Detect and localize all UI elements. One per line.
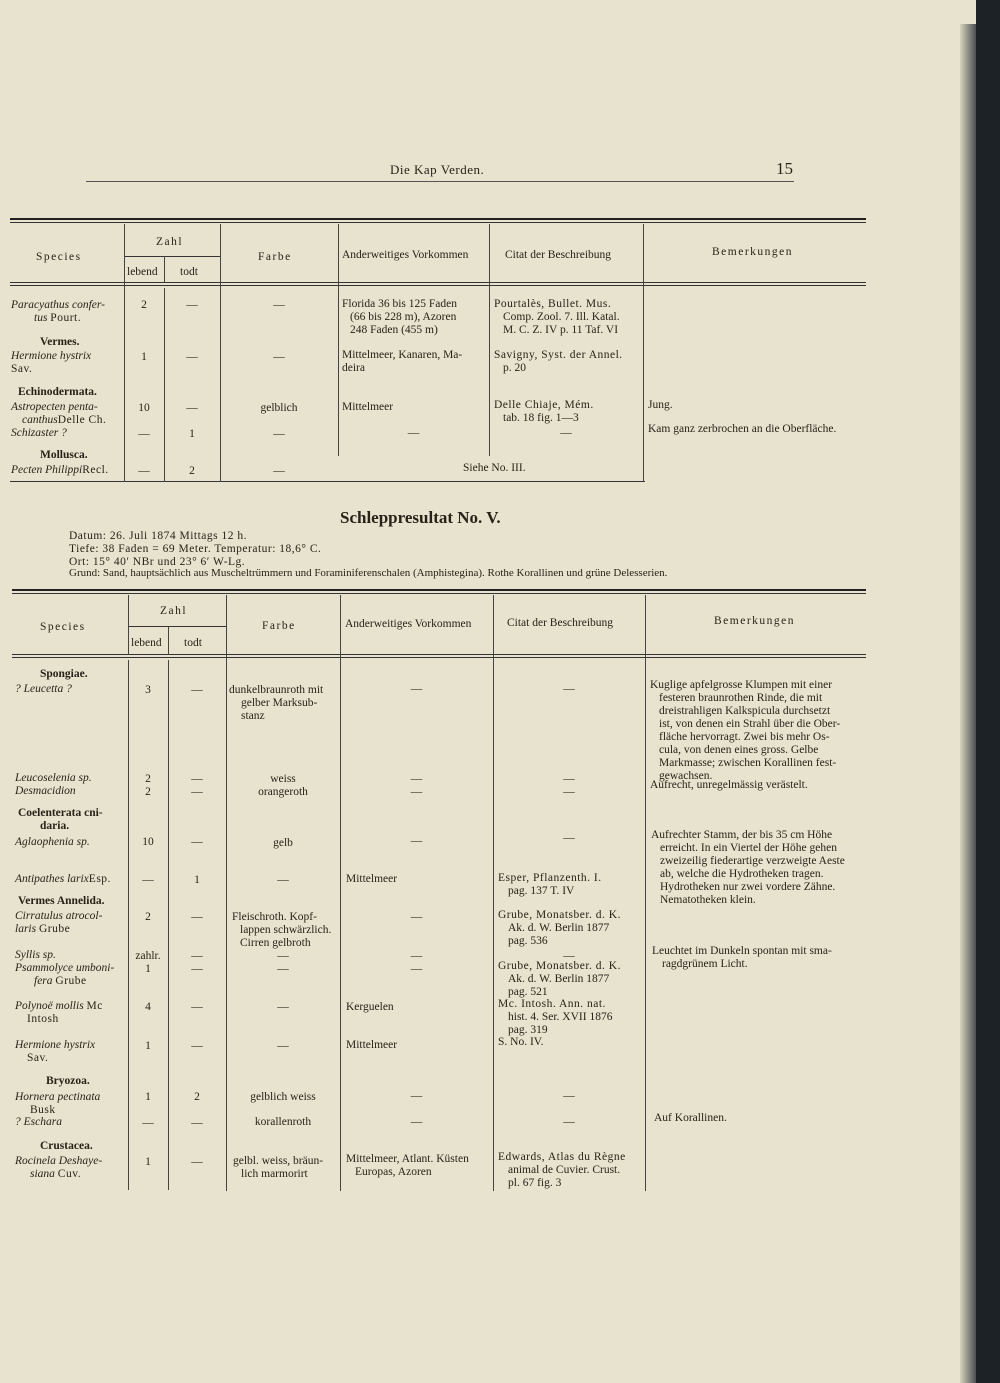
farbe-value: gelblich <box>260 402 298 414</box>
group-heading: Echinodermata. <box>18 386 97 398</box>
lebend-count: zahlr. <box>135 950 161 962</box>
citat-line: Grube, Monatsber. d. K. <box>498 960 621 972</box>
citat-line: tab. 18 fig. 1—3 <box>503 412 579 424</box>
species-name: siana Cuv. <box>30 1168 82 1180</box>
vorkommen-value: — <box>410 963 423 975</box>
species-name: Polynoë mollis Mc <box>15 1000 103 1012</box>
col-citat: Citat der Beschreibung <box>507 617 614 629</box>
t2-col-line <box>128 595 129 655</box>
lebend-count: — <box>138 465 150 477</box>
vorkommen-value: — <box>410 950 423 962</box>
farbe-value: — <box>273 465 285 477</box>
vorkommen-value: — <box>407 427 420 439</box>
t2-col-line <box>168 627 169 655</box>
lebend-count: — <box>142 874 154 886</box>
species-name: laris Grube <box>15 923 71 935</box>
todt-count: 1 <box>189 428 195 440</box>
vorkommen-value: — <box>410 911 423 923</box>
table2-header-bottom-2 <box>12 657 866 658</box>
citat-line: Grube, Monatsber. d. K. <box>498 909 621 921</box>
bemerkung: Jung. <box>648 399 673 411</box>
book-spine <box>976 0 1000 1383</box>
species-author: Busk <box>30 1104 56 1116</box>
citat-line: Savigny, Syst. der Annel. <box>494 349 623 361</box>
lebend-count: 1 <box>145 963 151 975</box>
group-heading: Crustacea. <box>40 1140 93 1152</box>
citat-line: Pourtalès, Bullet. Mus. <box>494 298 612 310</box>
species-name: Aglaophenia sp. <box>15 836 90 848</box>
col-zahl: Zahl <box>156 236 184 248</box>
species-name: Astropecten penta- <box>11 401 98 413</box>
species-name: Schizaster ? <box>11 427 67 439</box>
species-author: Sav. <box>11 363 33 375</box>
col-citat: Citat der Beschreibung <box>505 249 612 261</box>
table1-bottom-rule <box>10 481 645 482</box>
vorkommen-value: — <box>410 773 423 785</box>
col-bemerkungen: Bemerkungen <box>714 615 796 627</box>
citat-line: Edwards, Atlas du Règne <box>498 1151 626 1163</box>
t1-col-line <box>164 288 165 482</box>
species-name: Syllis sp. <box>15 949 56 961</box>
page-edge-shadow <box>960 24 976 1383</box>
citat-line: pag. 536 <box>508 935 548 947</box>
lebend-count: 4 <box>145 1001 151 1013</box>
species-name: ? Eschara <box>15 1116 62 1128</box>
farbe-line: gelbl. weiss, bräun- <box>233 1155 324 1167</box>
lebend-count: 10 <box>138 402 150 414</box>
citat-line: pag. 319 <box>508 1024 548 1036</box>
col-zahl: Zahl <box>160 605 188 617</box>
farbe-line: stanz <box>241 710 265 722</box>
farbe-value: — <box>277 1001 289 1013</box>
lebend-count: 2 <box>145 786 151 798</box>
table2-header-bottom <box>12 654 866 655</box>
todt-count: — <box>186 299 198 311</box>
citat-line: pag. 521 <box>508 986 548 998</box>
citat-line: Ak. d. W. Berlin 1877 <box>508 973 610 985</box>
bemerkung-line: Markmasse; zwischen Korallinen fest- <box>659 757 837 769</box>
citat-line: Mc. Intosh. Ann. nat. <box>498 998 606 1010</box>
todt-count: — <box>191 786 203 798</box>
bemerkung-line: gewachsen. <box>659 770 713 782</box>
citat-value: S. No. IV. <box>498 1036 544 1048</box>
group-heading: Spongiae. <box>40 668 88 680</box>
citat-value: — <box>563 773 575 785</box>
col-bemerkungen: Bemerkungen <box>712 246 794 258</box>
todt-count: — <box>191 1117 203 1129</box>
species-name: Cirratulus atrocol- <box>15 910 103 922</box>
t1-col-line <box>338 224 339 456</box>
species-author: Intosh <box>27 1013 59 1025</box>
t1-col-line <box>164 256 165 282</box>
lebend-count: — <box>142 1117 154 1129</box>
t1-col-line <box>643 224 644 482</box>
species-name: Desmacidion <box>15 785 76 797</box>
ort-line: Ort: 15° 40′ NBr und 23° 6′ W-Lg. <box>69 556 246 568</box>
group-heading: Vermes Annelida. <box>18 895 105 907</box>
vorkommen-value: — <box>410 1090 423 1102</box>
cross-reference: Siehe No. III. <box>463 462 526 474</box>
todt-count: 2 <box>194 1091 200 1103</box>
todt-count: — <box>191 1001 203 1013</box>
page-number: 15 <box>776 159 793 178</box>
citat-line: pl. 67 fig. 3 <box>508 1177 562 1189</box>
bemerkung-line: erreicht. In ein Viertel der Höhe gehen <box>660 842 837 854</box>
todt-count: — <box>186 351 198 363</box>
col-lebend: lebend <box>131 637 162 649</box>
species-name: Leucoselenia sp. <box>15 772 92 784</box>
group-heading: daria. <box>40 820 70 832</box>
todt-count: — <box>191 1040 203 1052</box>
table1-zahl-divider <box>124 256 220 257</box>
tiefe-line: Tiefe: 38 Faden = 69 Meter. Temperatur: 18,6° C. <box>69 543 322 555</box>
todt-count: — <box>186 402 198 414</box>
bemerkung-line: Leuchtet im Dunkeln spontan mit sma- <box>652 945 832 957</box>
t2-col-line <box>128 660 129 1190</box>
table1-top-rule-2 <box>10 222 866 223</box>
vorkommen-line: 248 Faden (455 m) <box>350 324 438 336</box>
farbe-line: Fleischroth. Kopf- <box>232 911 317 923</box>
todt-count: 2 <box>189 465 195 477</box>
farbe-line: dunkelbraunroth mit <box>229 684 324 696</box>
farbe-value: — <box>277 1040 289 1052</box>
bemerkung: Aufrecht, unregelmässig verästelt. <box>650 779 808 791</box>
col-species: Species <box>40 621 86 633</box>
citat-line: Esper, Pflanzenth. I. <box>498 872 602 884</box>
bemerkung-line: ab, welche die Hydrotheken tragen. <box>660 868 824 880</box>
bemerkung-line: zweizeilig fiederartige verzweigte Aeste <box>660 855 845 867</box>
section-title: Schleppresultat No. V. <box>340 508 501 527</box>
vorkommen-value: — <box>410 1116 423 1128</box>
bemerkung-line: fläche hervorragt. Zwei bis mehr Os- <box>659 731 830 743</box>
lebend-count: 10 <box>142 836 154 848</box>
vorkommen-line: Mittelmeer, Kanaren, Ma- <box>342 349 463 361</box>
lebend-count: 2 <box>145 911 151 923</box>
col-farbe: Farbe <box>262 620 296 632</box>
datum-line: Datum: 26. Juli 1874 Mittags 12 h. <box>69 530 247 542</box>
todt-count: — <box>191 773 203 785</box>
citat-line: Comp. Zool. 7. Ill. Katal. <box>503 311 620 323</box>
farbe-value: gelb <box>273 837 293 849</box>
farbe-value: weiss <box>270 773 296 785</box>
species-name: Paracyathus confer- <box>11 299 105 311</box>
farbe-value: korallenroth <box>254 1116 312 1128</box>
todt-count: — <box>191 911 203 923</box>
citat-value: — <box>563 1116 575 1128</box>
citat-value: — <box>563 950 575 962</box>
todt-count: — <box>191 963 203 975</box>
farbe-line: gelber Marksub- <box>241 697 318 709</box>
farbe-value: — <box>273 299 285 311</box>
group-heading: Mollusca. <box>40 449 88 461</box>
vorkommen-line: Mittelmeer, Atlant. Küsten <box>346 1153 469 1165</box>
bemerkung-line: Kuglige apfelgrosse Klumpen mit einer <box>650 679 833 691</box>
species-name: tus Pourt. <box>34 312 82 324</box>
table1-header-bottom <box>10 282 866 283</box>
citat-line: Delle Chiaje, Mém. <box>494 399 594 411</box>
vorkommen-value: Mittelmeer <box>346 873 398 885</box>
citat-line: Ak. d. W. Berlin 1877 <box>508 922 610 934</box>
citat-value: — <box>563 786 575 798</box>
todt-count: — <box>191 950 203 962</box>
vorkommen-value: Kerguelen <box>346 1001 394 1013</box>
species-name: Hermione hystrix <box>11 350 92 362</box>
farbe-value: — <box>273 428 285 440</box>
farbe-value: gelblich weiss <box>250 1091 316 1103</box>
col-vorkommen: Anderweitiges Vorkommen <box>345 618 472 630</box>
todt-count: — <box>191 1156 203 1168</box>
species-name: Antipathes larixEsp. <box>15 873 111 885</box>
col-farbe: Farbe <box>258 251 292 263</box>
species-name: Hornera pectinata <box>15 1091 101 1103</box>
table1-top-rule <box>10 218 866 220</box>
col-species: Species <box>36 251 82 263</box>
citat-value: — <box>560 427 572 439</box>
t1-col-line <box>489 224 490 456</box>
lebend-count: 1 <box>145 1040 151 1052</box>
species-name: fera Grube <box>34 975 87 987</box>
col-vorkommen: Anderweitiges Vorkommen <box>342 249 469 261</box>
group-heading: Bryozoa. <box>46 1075 90 1087</box>
species-name: Rocinela Deshaye- <box>15 1155 103 1167</box>
vorkommen-line: Europas, Azoren <box>355 1166 432 1178</box>
vorkommen-value: — <box>410 786 423 798</box>
table2-top-rule <box>12 589 866 591</box>
citat-line: M. C. Z. IV p. 11 Taf. VI <box>503 324 619 336</box>
bemerkung: Auf Korallinen. <box>654 1112 727 1124</box>
lebend-count: — <box>138 428 150 440</box>
citat-line: animal de Cuvier. Crust. <box>508 1164 621 1176</box>
species-author: Sav. <box>27 1052 49 1064</box>
lebend-count: 2 <box>141 299 147 311</box>
farbe-value: — <box>273 351 285 363</box>
citat-value: — <box>563 832 575 844</box>
grund-line: Grund: Sand, hauptsächlich aus Muscheltrümmern und Foraminiferenschalen (Amphistegina). Rothe Korallinen und grüne Delesserien. <box>69 567 668 579</box>
farbe-value: orangeroth <box>258 786 308 798</box>
lebend-count: 1 <box>145 1156 151 1168</box>
bemerkung: Kam ganz zerbrochen an die Oberfläche. <box>648 423 837 435</box>
group-heading: Coelenterata cni- <box>18 807 103 819</box>
col-todt: todt <box>184 637 202 649</box>
vorkommen-line: deira <box>342 362 365 374</box>
farbe-line: lappen schwärzlich. <box>240 924 332 936</box>
todt-count: — <box>191 684 203 696</box>
bemerkung-line: ist, von denen ein Strahl über die Ober- <box>659 718 841 730</box>
citat-line: p. 20 <box>503 362 526 374</box>
todt-count: — <box>191 836 203 848</box>
farbe-value: — <box>277 963 289 975</box>
farbe-line: Cirren gelbroth <box>240 937 311 949</box>
vorkommen-line: (66 bis 228 m), Azoren <box>350 311 457 323</box>
bemerkung-line: Aufrechter Stamm, der bis 35 cm Höhe <box>651 829 833 841</box>
citat-value: — <box>563 1090 575 1102</box>
col-lebend: lebend <box>127 266 158 278</box>
bemerkung-line: festeren braunrothen Rinde, die mit <box>659 692 823 704</box>
citat-line: hist. 4. Ser. XVII 1876 <box>508 1011 613 1023</box>
vorkommen-value: Mittelmeer <box>342 401 394 413</box>
t2-col-line <box>168 660 169 1190</box>
vorkommen-value: — <box>410 835 423 847</box>
farbe-line: lich marmorirt <box>241 1168 308 1180</box>
species-name: Hermione hystrix <box>15 1039 96 1051</box>
bemerkung-line: ragdgrünem Licht. <box>662 958 748 970</box>
header-rule <box>86 181 794 182</box>
species-name: Pecten PhilippiRecl. <box>11 464 109 476</box>
bemerkung-line: Nematotheken klein. <box>660 894 756 906</box>
lebend-count: 1 <box>141 351 147 363</box>
group-heading: Vermes. <box>40 336 80 348</box>
species-name: canthusDelle Ch. <box>22 414 107 426</box>
lebend-count: 2 <box>145 773 151 785</box>
bemerkung-line: cula, von denen eines gross. Gelbe <box>659 744 819 756</box>
vorkommen-value: Mittelmeer <box>346 1039 398 1051</box>
col-todt: todt <box>180 266 198 278</box>
table2-top-rule-2 <box>12 593 866 594</box>
table1-header-bottom-2 <box>10 285 866 286</box>
farbe-value: — <box>277 874 289 886</box>
farbe-value: — <box>277 950 289 962</box>
lebend-count: 1 <box>145 1091 151 1103</box>
citat-line: pag. 137 T. IV <box>508 885 575 897</box>
bemerkung-line: dreistrahligen Kalkspicula durchsetzt <box>659 705 831 717</box>
running-title: Die Kap Verden. <box>390 162 485 177</box>
species-name: ? Leucetta ? <box>15 683 72 695</box>
bemerkung-line: Hydrotheken nur zwei vordere Zähne. <box>660 881 836 893</box>
vorkommen-line: Florida 36 bis 125 Faden <box>342 298 457 310</box>
vorkommen-value: — <box>410 683 423 695</box>
citat-value: — <box>563 683 575 695</box>
todt-count: 1 <box>194 874 200 886</box>
t2-col-line <box>645 595 646 1191</box>
species-name: Psammolyce umboni- <box>15 962 115 974</box>
lebend-count: 3 <box>145 684 151 696</box>
table2-zahl-divider <box>128 626 226 627</box>
